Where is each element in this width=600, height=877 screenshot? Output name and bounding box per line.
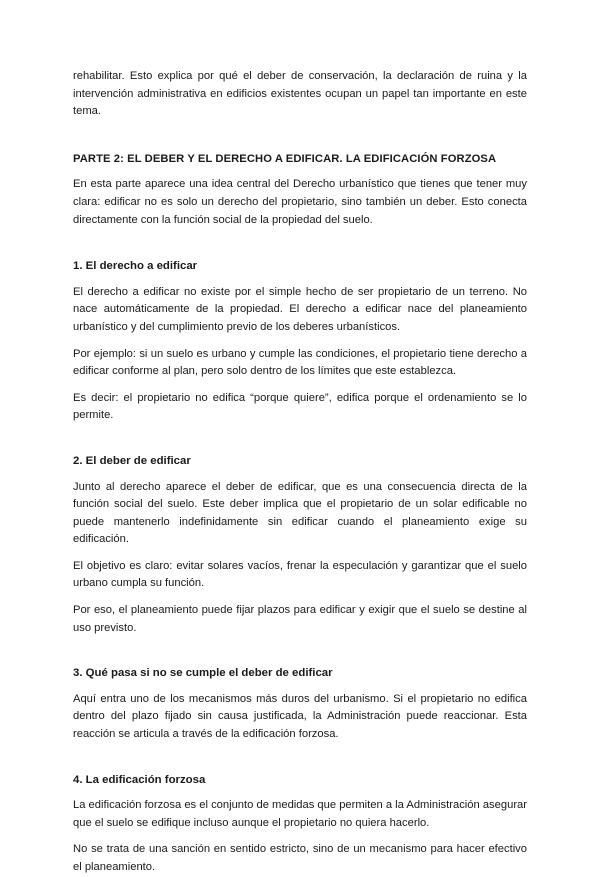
section-heading: 2. El deber de edificar: [73, 454, 191, 467]
section-heading: 4. La edificación forzosa: [73, 773, 206, 786]
section-paragraph: El objetivo es claro: evitar solares vacíos, frenar la especulación y garantizar que el suelo urbano cumpla su función.: [73, 559, 527, 590]
section-paragraph: Es decir: el propietario no edifica “porque quiere”, edifica porque el ordenamiento se lo permite.: [73, 391, 527, 422]
section-paragraph: Aquí entra uno de los mecanismos más duros del urbanismo. Si el propietario no edifica dentro del plazo fijado sin causa justificada, la Administración puede reaccionar. Esta reacción se articula a través de la edificación forzosa.: [73, 692, 527, 741]
section-paragraph: Por eso, el planeamiento puede fijar plazos para edificar y exigir que el suelo se destine al uso previsto.: [73, 604, 527, 634]
intro-paragraph: rehabilitar. Esto explica por qué el deber de conservación, la declaración de ruina y la intervención administrativa en edificios existentes ocupan un papel tan importante en este tema.: [73, 70, 527, 118]
section-incumplimiento: [73, 665, 527, 743]
section-paragraph: Por ejemplo: si un suelo es urbano y cumple las condiciones, el propietario tiene derecho a edificar conforme al plan, pero solo dentro de los límites que este establezca.: [73, 347, 527, 378]
section-heading: 1. El derecho a edificar: [73, 260, 198, 273]
part-2: [73, 151, 527, 229]
part-heading: PARTE 2: EL DEBER Y EL DERECHO A EDIFICAR. LA EDIFICACIÓN FORZOSA: [73, 152, 497, 165]
part-intro-paragraph: En esta parte aparece una idea central del Derecho urbanístico que tienes que tener muy clara: edificar no es solo un derecho del propietario, sino también un deber. Esto conecta directamente con la función social de la propiedad del suelo.: [73, 178, 527, 226]
section-paragraph: No se trata de una sanción en sentido estricto, sino de un mecanismo para hacer efectivo el planeamiento.: [73, 843, 527, 873]
section-deber-de-edificar: [73, 453, 527, 637]
section-derecho-a-edificar: [73, 258, 527, 425]
section-paragraph: El derecho a edificar no existe por el simple hecho de ser propietario de un terreno. No nace automáticamente de la propiedad. El derecho a edificar nace del planeamiento urbanístico y del cumplimiento previo de los deberes urbanísticos.: [73, 285, 527, 333]
section-paragraph: La edificación forzosa es el conjunto de medidas que permiten a la Administración asegurar que el suelo se edifique incluso aunque el propietario no quiera hacerlo.: [73, 799, 527, 829]
section-edificacion-forzosa: [73, 772, 527, 877]
section-heading: 3. Qué pasa si no se cumple el deber de edificar: [73, 667, 333, 680]
section-paragraph: Junto al derecho aparece el deber de edificar, que es una consecuencia directa de la función social del suelo. Este deber implica que el propietario de un solar edificable no puede mantenerlo indefinidamente sin edificar cuando el planeamiento exige su edificación.: [73, 480, 527, 546]
